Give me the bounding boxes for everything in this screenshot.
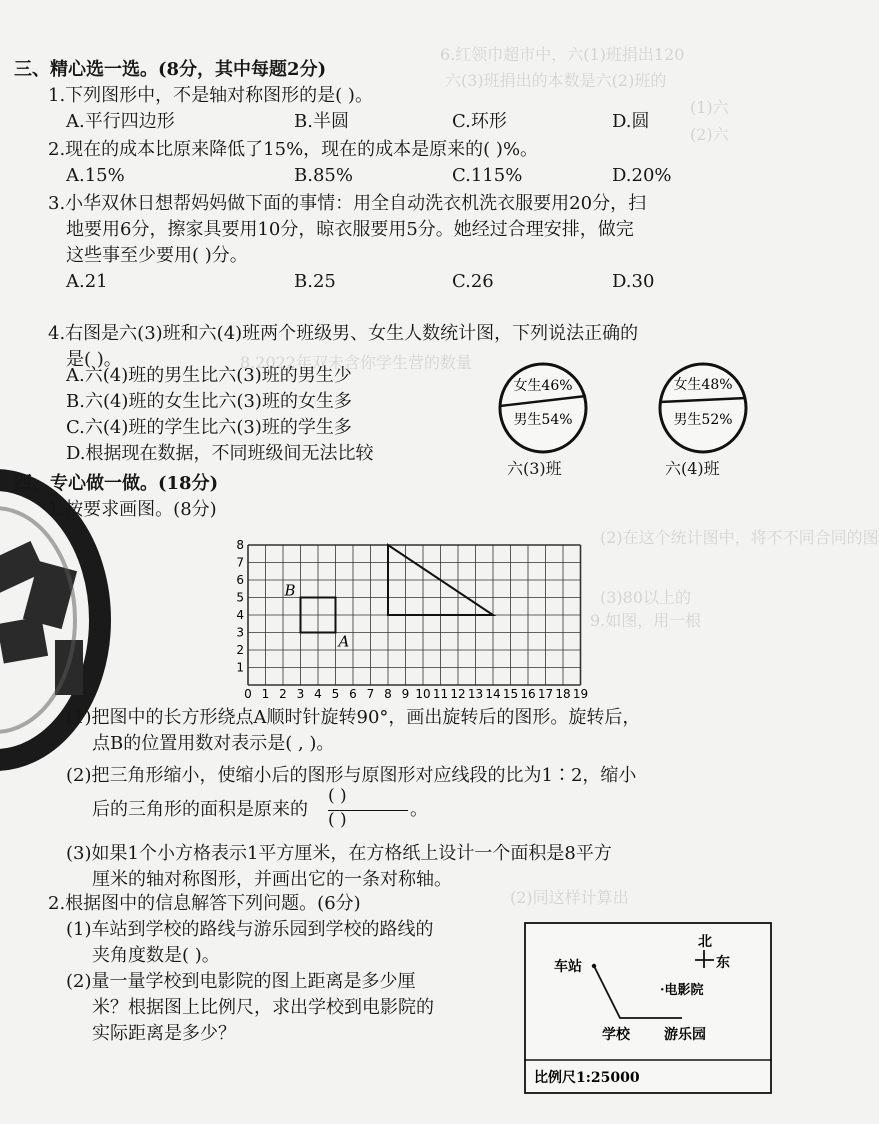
bleed-text: (2)六: [690, 125, 729, 144]
pie-label-male: 男生52%: [673, 412, 733, 428]
option-b: B.85%: [294, 165, 353, 186]
coordinate-grid: [228, 530, 588, 700]
bleed-text: 6.红领巾超市中，六(1)班捐出120: [440, 45, 685, 64]
school-label: 学校: [602, 1027, 630, 1043]
pie-caption: 六(4)班: [665, 459, 720, 478]
option-c: C.六(4)班的学生比六(3)班的学生多: [66, 417, 352, 438]
bleed-text: 8.2022年双未含你学生营的数量: [240, 353, 472, 372]
bleed-text: 六(3)班捐出的本数是六(2)班的: [445, 71, 667, 90]
y-tick-label: 6: [236, 573, 244, 587]
sub-question: 夹角度数是( )。: [92, 945, 220, 966]
compass-east-label: 东: [716, 955, 730, 971]
sentence-end: 。: [410, 799, 428, 820]
bleed-text: (3)80以上的: [600, 588, 692, 607]
y-tick-label: 2: [236, 643, 244, 657]
pie-label-male: 男生54%: [513, 412, 573, 428]
x-tick-label: 7: [366, 687, 375, 701]
x-tick-label: 4: [314, 687, 322, 701]
x-tick-label: 6: [349, 687, 357, 701]
station-point: [592, 964, 596, 968]
option-a: A.21: [66, 271, 108, 292]
option-c: C.环形: [452, 111, 507, 132]
station-label: 车站: [554, 959, 582, 975]
question-options: [0, 164, 794, 190]
pie-label-female: 女生48%: [673, 377, 733, 393]
x-tick-label: 10: [415, 687, 431, 701]
option-d: D.20%: [612, 165, 672, 186]
x-tick-label: 8: [384, 687, 392, 701]
question-stem: 1.下列图形中，不是轴对称图形的是( )。: [48, 85, 373, 106]
option-c: C.115%: [452, 165, 523, 186]
sub-question: 米？根据图上比例尺，求出学校到电影院的: [92, 997, 434, 1018]
y-tick-label: 7: [236, 555, 244, 570]
option-a: A.15%: [66, 165, 125, 186]
x-tick-label: 19: [572, 687, 589, 701]
x-tick-label: 0: [244, 687, 252, 701]
option-d: D.根据现在数据，不同班级间无法比较: [66, 443, 374, 464]
cinema-label: ·电影院: [660, 983, 704, 998]
route-map: [524, 922, 772, 1094]
y-tick-label: 5: [236, 590, 244, 605]
y-tick-label: 4: [236, 608, 244, 622]
question-stem: 2.现在的成本比原来降低了15%，现在的成本是原来的( )%。: [48, 139, 539, 160]
sub-question: (1)车站到学校的路线与游乐园到学校的路线的: [66, 919, 434, 940]
x-tick-label: 18: [555, 687, 571, 701]
park-label: 游乐园: [664, 1027, 706, 1043]
x-tick-label: 11: [432, 687, 449, 701]
x-tick-label: 15: [502, 687, 519, 701]
option-b: B.六(4)班的女生比六(3)班的女生多: [66, 391, 352, 412]
x-tick-label: 16: [520, 687, 536, 701]
bleed-text: (2)在这个统计图中，将不不同合同的图: [600, 528, 879, 547]
question-stem: 这些事至少要用( )分。: [66, 245, 248, 266]
bleed-text: 9.如图，用一根: [590, 611, 702, 630]
sub-question: (2)把三角形缩小，使缩小后的图形与原图形对应线段的比为1∶2，缩小: [66, 765, 637, 786]
option-b: B.25: [294, 271, 336, 292]
x-tick-label: 2: [279, 687, 287, 701]
x-tick-label: 9: [401, 687, 410, 701]
pie-caption: 六(3)班: [507, 459, 562, 478]
fraction-blank-numerator[interactable]: ( ): [328, 786, 347, 806]
point-b-label: B: [284, 581, 296, 600]
x-tick-label: 13: [467, 687, 484, 701]
fraction-blank-denominator[interactable]: ( ): [328, 810, 347, 830]
sub-question: 厘米的轴对称图形，并画出它的一条对称轴。: [92, 869, 452, 890]
sub-question: (2)量一量学校到电影院的图上距离是多少厘: [66, 971, 416, 992]
sub-question: (3)如果1个小方格表示1平方厘米，在方格纸上设计一个面积是8平方: [66, 843, 612, 864]
question-stem: 3.小华双休日想帮妈妈做下面的事情：用全自动洗衣机洗衣服要用20分，扫: [48, 193, 647, 214]
option-a: A.平行四边形: [66, 111, 175, 132]
x-tick-label: 3: [296, 687, 305, 701]
sub-question: (1)把图中的长方形绕点A顺时针旋转90°，画出旋转后的图形。旋转后，: [66, 707, 641, 728]
y-tick-label: 1: [236, 660, 244, 675]
x-tick-label: 17: [537, 687, 554, 701]
x-tick-label: 5: [331, 687, 340, 701]
question-stem: 2.根据图中的信息解答下列问题。(6分): [48, 893, 361, 914]
x-tick-label: 12: [450, 687, 466, 701]
sub-question: 点B的位置用数对表示是( , )。: [92, 733, 335, 754]
option-d: D.30: [612, 271, 655, 292]
y-tick-label: 8: [236, 538, 244, 552]
x-tick-label: 14: [485, 687, 501, 701]
y-tick-label: 3: [236, 625, 244, 640]
compass-north-label: 北: [698, 934, 712, 950]
section-heading: 四、专心做一做。(18分): [14, 473, 219, 494]
pie-label-female: 女生46%: [513, 378, 573, 394]
option-c: C.26: [452, 271, 494, 292]
point-a-label: A: [338, 632, 350, 651]
section-heading: 三、精心选一选。(8分，其中每题2分): [14, 59, 327, 80]
option-d: D.圆: [612, 111, 650, 132]
question-stem: 4.右图是六(3)班和六(4)班两个班级男、女生人数统计图，下列说法正确的: [48, 323, 639, 344]
question-stem: 1.按要求画图。(8分): [48, 499, 217, 520]
question-options: [0, 270, 794, 296]
option-a: A.六(4)班的男生比六(3)班的男生少: [66, 365, 352, 386]
scale-label: 比例尺1:25000: [534, 1070, 640, 1086]
question-options: [0, 110, 794, 136]
sub-question: 实际距离是多少？: [92, 1023, 236, 1044]
question-stem: 地要用6分，擦家具要用10分，晾衣服要用5分。她经过合理安排，做完: [66, 219, 634, 240]
x-tick-label: 1: [261, 687, 270, 701]
question-stem: 是( )。: [66, 349, 122, 370]
sub-question: 后的三角形的面积是原来的: [92, 799, 308, 820]
bleed-text: (2)同这样计算出: [510, 888, 629, 907]
bleed-text: (1)六: [690, 98, 729, 117]
option-b: B.半圆: [294, 111, 349, 132]
